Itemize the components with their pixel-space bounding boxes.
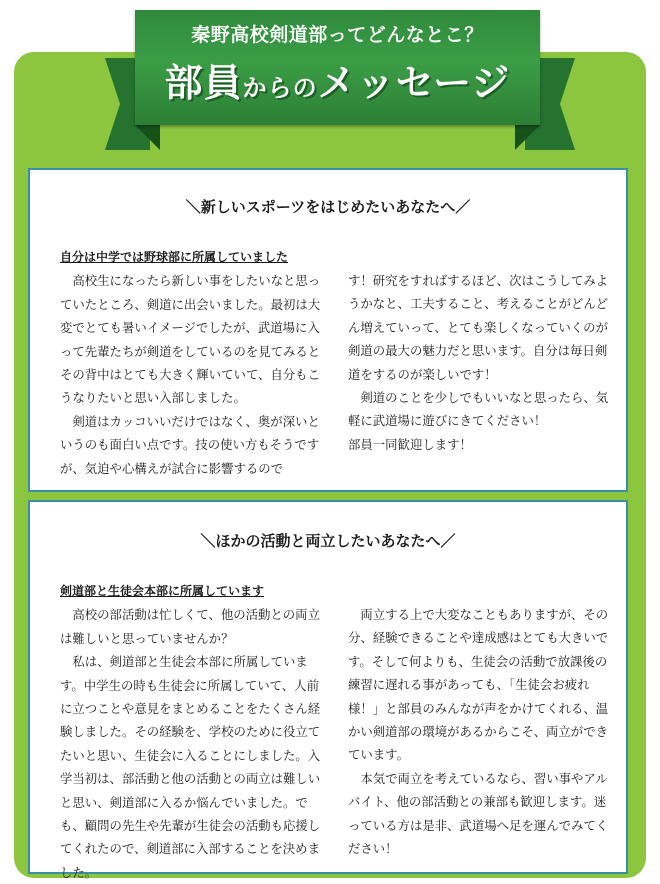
paragraph: 私は、剣道部と生徒会本部に所属しています。中学生の時も生徒会に所属していて、人前に立つことや意見をまとめることをたくさん経験しました。その経験を、学校のために役立てたいと思い、生徒会に入ることにしました。入学当初は、部活動と他の活動との両立は難しいと思い、剣道部に入るか悩んでいました。でも、顧問の先生や先輩が生徒会の活動も応援してくれたので、剣道部に入部することを決めました。 bbox=[60, 654, 321, 880]
member-caption: 自分は中学では野球部に所属していました bbox=[60, 250, 289, 264]
member-caption: 剣道部と生徒会本部に所属しています bbox=[60, 584, 265, 598]
banner-title bbox=[135, 52, 540, 107]
banner-subtitle: 秦野高校剣道部ってどんなとこ？ bbox=[191, 24, 484, 46]
section-heading: ＼新しいスポーツをはじめたいあなたへ／ bbox=[185, 198, 471, 216]
title-part-2: からの bbox=[242, 74, 318, 102]
paragraph: 高校生になったら新しい事をしたいなと思っていたところ、剣道に出会いました。最初は大変でとても暑いイメージでしたが、武道場に入って先輩たちが剣道をしているのを見てみるとその背中はとても大きく輝いていて、自分もこうなりたいと思い入部しました。 bbox=[60, 273, 321, 406]
title-part-3: メッセージ bbox=[317, 61, 511, 105]
paragraph: 剣道はカッコいいだけではなく、奥が深いというのも面白い点です。技の使い方もそうですが、気迫や心構えが試合に影響するので bbox=[60, 413, 320, 476]
section-heading: ＼ほかの活動と両立したいあなたへ／ bbox=[200, 532, 456, 550]
message-panel-2 bbox=[28, 500, 628, 880]
paragraph: 高校の部活動は忙しくて、他の活動との両立は難しいと思っていませんか？ bbox=[60, 607, 320, 646]
paragraph: す！研究をすればするほど、次はこうしてみようかなと、工夫すること、考えることがどんどん増えていって、とても楽しくなっていくのが剣道の最大の魅力だと思います。自分は毎日剣道をするのが楽しいです！ bbox=[348, 273, 609, 382]
right-column bbox=[348, 603, 614, 860]
left-column bbox=[60, 580, 326, 884]
paragraph: 両立する上で大変なこともありますが、その分、経験できることや達成感はとても大きいです。そして何よりも、生徒会の活動で放課後の練習に遅れる事があっても、「生徒会お疲れ様！」と部員のみんなが声をかけてくれる、温かい剣道部の環境があるからこそ、両立ができています。 bbox=[348, 607, 609, 763]
paragraph: 本気で両立を考えているなら、習い事やアルバイト、他の部活動との兼部も歓迎します。迷っている方は是非、武道場へ足を運んでみてください！ bbox=[348, 770, 609, 857]
title-part-1: 部員 bbox=[164, 61, 243, 105]
message-panel-1 bbox=[28, 168, 628, 492]
paragraph: 部員一同歓迎します！ bbox=[348, 436, 472, 452]
right-column bbox=[348, 269, 614, 456]
paragraph: 剣道のことを少しでもいいなと思ったら、気軽に武道場に遊びにきてください！ bbox=[348, 390, 609, 429]
left-column bbox=[60, 246, 326, 480]
title-banner bbox=[0, 0, 660, 170]
